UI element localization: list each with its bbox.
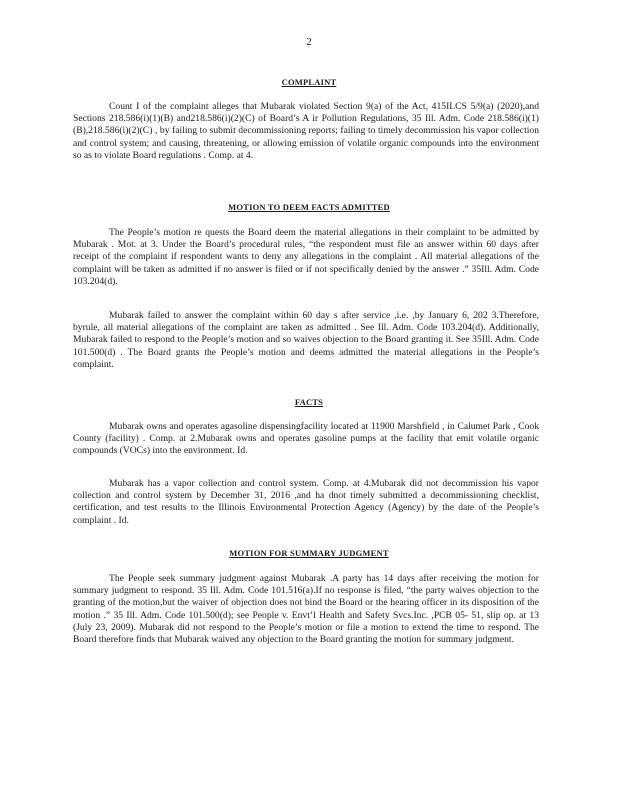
paragraph-facility-facts: Mubarak owns and operates agasoline dispensingfacility located at 11900 Marshfield , in Calumet Park , Cook County (facility) . Comp. at 2.Mubarak owns and operates gasoline pumps at the facility that emit volatile organic compounds (VOCs) into the environment. Id. (73, 421, 539, 457)
heading-complaint-text: COMPLAINT (281, 77, 337, 87)
paragraph-motion-request: The People’s motion re quests the Board deem the material allegations in their complaint to be admitted by Mubarak . Mot. at 3. Under the Board’s procedural rules, “the respondent must file an answer within 60 days after receipt of the complaint if respondent wants to deny any allegations in the complaint . All material allegations of the complaint will be taken as admitted if no answer is filed or if not specifically denied by the answer .” 35Ill. Adm. Code 103.204(d). (73, 227, 539, 287)
paragraph-summary-judgment: The People seek summary judgment against Mubarak .A party has 14 days after receiving the motion for summary judgment to respond. 35 Ill. Adm. Code 101.516(a).If no response is filed, “the party waives objection to the granting of the motion,but the waiver of objection does not bind the Board or the hearing officer in its disposition of the motion .” 35 Ill. Adm. Code 101.500(d); see People v. Envt’l Health and Safety Svcs.Inc. ,PCB 05- 51, slip op. at 13 (July 23, 2009). Mubarak did not respond to the People’s motion or file a motion to extend the time to respond. The Board therefore finds that Mubarak waived any objection to the Board granting the motion for summary judgment. (73, 573, 539, 646)
heading-summary-judgment-text: MOTION FOR SUMMARY JUDGMENT (229, 548, 389, 558)
heading-facts-text: FACTS (294, 397, 324, 407)
heading-motion-deem-facts (0, 202, 618, 212)
paragraph-failure-to-answer: Mubarak failed to answer the complaint within 60 day s after service ,i.e. ,by January 6, 202 3.Therefore, byrule, all material allegations of the complaint are taken as admitted . See Ill. Adm. Code 103.204(d). Additionally, Mubarak failed to respond to the People’s motion and so waives objection to the Board granting it. See 35Ill. Adm. Code 101.500(d) . The Board grants the People’s motion and deems admitted the material allegations in the People’s complaint. (73, 310, 539, 370)
heading-motion-deem-facts-text: MOTION TO DEEM FACTS ADMITTED (228, 202, 390, 212)
heading-complaint (0, 77, 618, 87)
page-number: 2 (306, 36, 312, 48)
paragraph-vapor-system-facts: Mubarak has a vapor collection and control system. Comp. at 4.Mubarak did not decommission his vapor collection and control system by December 31, 2016 ,and ha dnot timely submitted a decommissioning checklist, certification, and test results to the Illinois Environmental Protection Agency (Agency) by the date of the People’s complaint . Id. (73, 478, 539, 526)
heading-facts (0, 397, 618, 407)
heading-summary-judgment (0, 548, 618, 558)
paragraph-complaint-count-1: Count I of the complaint alleges that Mubarak violated Section 9(a) of the Act, 415ILCS 5/9(a) (2020),and Sections 218.586(i)(1)(B) and218.586(i)(2)(C) of Board’s A ir Pollution Regulations, 35 Ill. Adm. Code 218.586(i)(1)(B),218.586(i)(2)(C) , by failing to submit decommissioning reports; failing to timely decommission his vapor collection and control system; and causing, threatening, or allowing emission of volatile organic compounds into the environment so as to violate Board regulations . Comp. at 4. (73, 101, 539, 161)
